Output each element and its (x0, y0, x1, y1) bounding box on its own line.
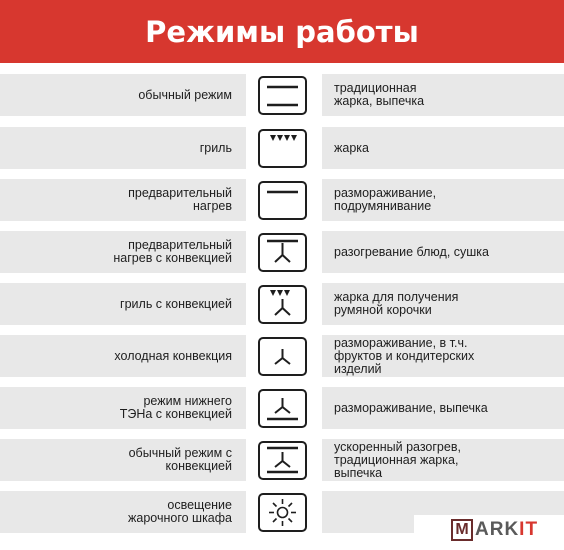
mode-use: ускоренный разогрев, традиционная жарка, выпечка (334, 439, 461, 480)
mode-use-cell (322, 127, 564, 169)
mode-use-cell (322, 179, 564, 221)
mode-name-cell (0, 491, 246, 533)
mode-name: гриль с конвекцией (120, 296, 232, 311)
mode-name-cell (0, 127, 246, 169)
mode-name-cell (0, 179, 246, 221)
bottom-heat-fan-icon (258, 389, 307, 428)
mode-use-cell (322, 231, 564, 273)
mode-row (0, 283, 564, 325)
mode-use-cell (322, 439, 564, 481)
mode-name-cell (0, 231, 246, 273)
mode-row (0, 179, 564, 221)
mode-use-cell (322, 283, 564, 325)
mode-name: предварительный нагрев (128, 186, 232, 213)
top-bottom-heat-icon (258, 76, 307, 115)
mode-name-cell (0, 335, 246, 377)
mode-use-cell (322, 335, 564, 377)
mode-use-cell (322, 74, 564, 116)
top-heat-fan-icon (258, 233, 307, 272)
fan-icon (258, 337, 307, 376)
grill-icon (258, 129, 307, 168)
logo-text (475, 519, 538, 541)
mode-name: холодная конвекция (114, 348, 232, 363)
mode-name-cell (0, 387, 246, 429)
header-banner (0, 0, 564, 63)
top-heat-icon (258, 181, 307, 220)
grill-fan-icon (258, 285, 307, 324)
mode-use: жарка (334, 140, 369, 155)
mode-name-cell (0, 283, 246, 325)
mode-name: освещение жарочного шкафа (128, 498, 232, 525)
mode-row (0, 127, 564, 169)
mode-name-cell (0, 74, 246, 116)
light-icon (258, 493, 307, 532)
mode-use: жарка для получения румяной корочки (334, 290, 459, 317)
mode-row (0, 231, 564, 273)
mode-name: режим нижнего ТЭНа с конвекцией (119, 394, 232, 421)
mode-use: традиционная жарка, выпечка (334, 81, 425, 108)
mode-use: размораживание, выпечка (334, 400, 488, 415)
logo-text-accent: IT (519, 519, 539, 540)
mode-row (0, 335, 564, 377)
top-bottom-heat-fan-icon (258, 441, 307, 480)
mode-row (0, 74, 564, 116)
mode-use: размораживание, в т.ч. фруктов и кондитерских изделий (334, 335, 475, 376)
mode-name-cell (0, 439, 246, 481)
logo-text-dark: ARK (475, 519, 520, 540)
mode-row (0, 387, 564, 429)
page-title: Режимы работы (145, 14, 419, 49)
logo-mark: M (451, 519, 473, 541)
watermark-logo (414, 515, 564, 550)
mode-name: обычный режим (138, 87, 232, 102)
mode-use-cell (322, 387, 564, 429)
mode-use: разогревание блюд, сушка (334, 244, 489, 259)
mode-name: обычный режим с конвекцией (128, 446, 232, 473)
mode-row (0, 439, 564, 481)
mode-use: размораживание, подрумянивание (334, 186, 437, 213)
mode-name: гриль (199, 140, 232, 155)
mode-name: предварительный нагрев с конвекцией (113, 238, 232, 265)
